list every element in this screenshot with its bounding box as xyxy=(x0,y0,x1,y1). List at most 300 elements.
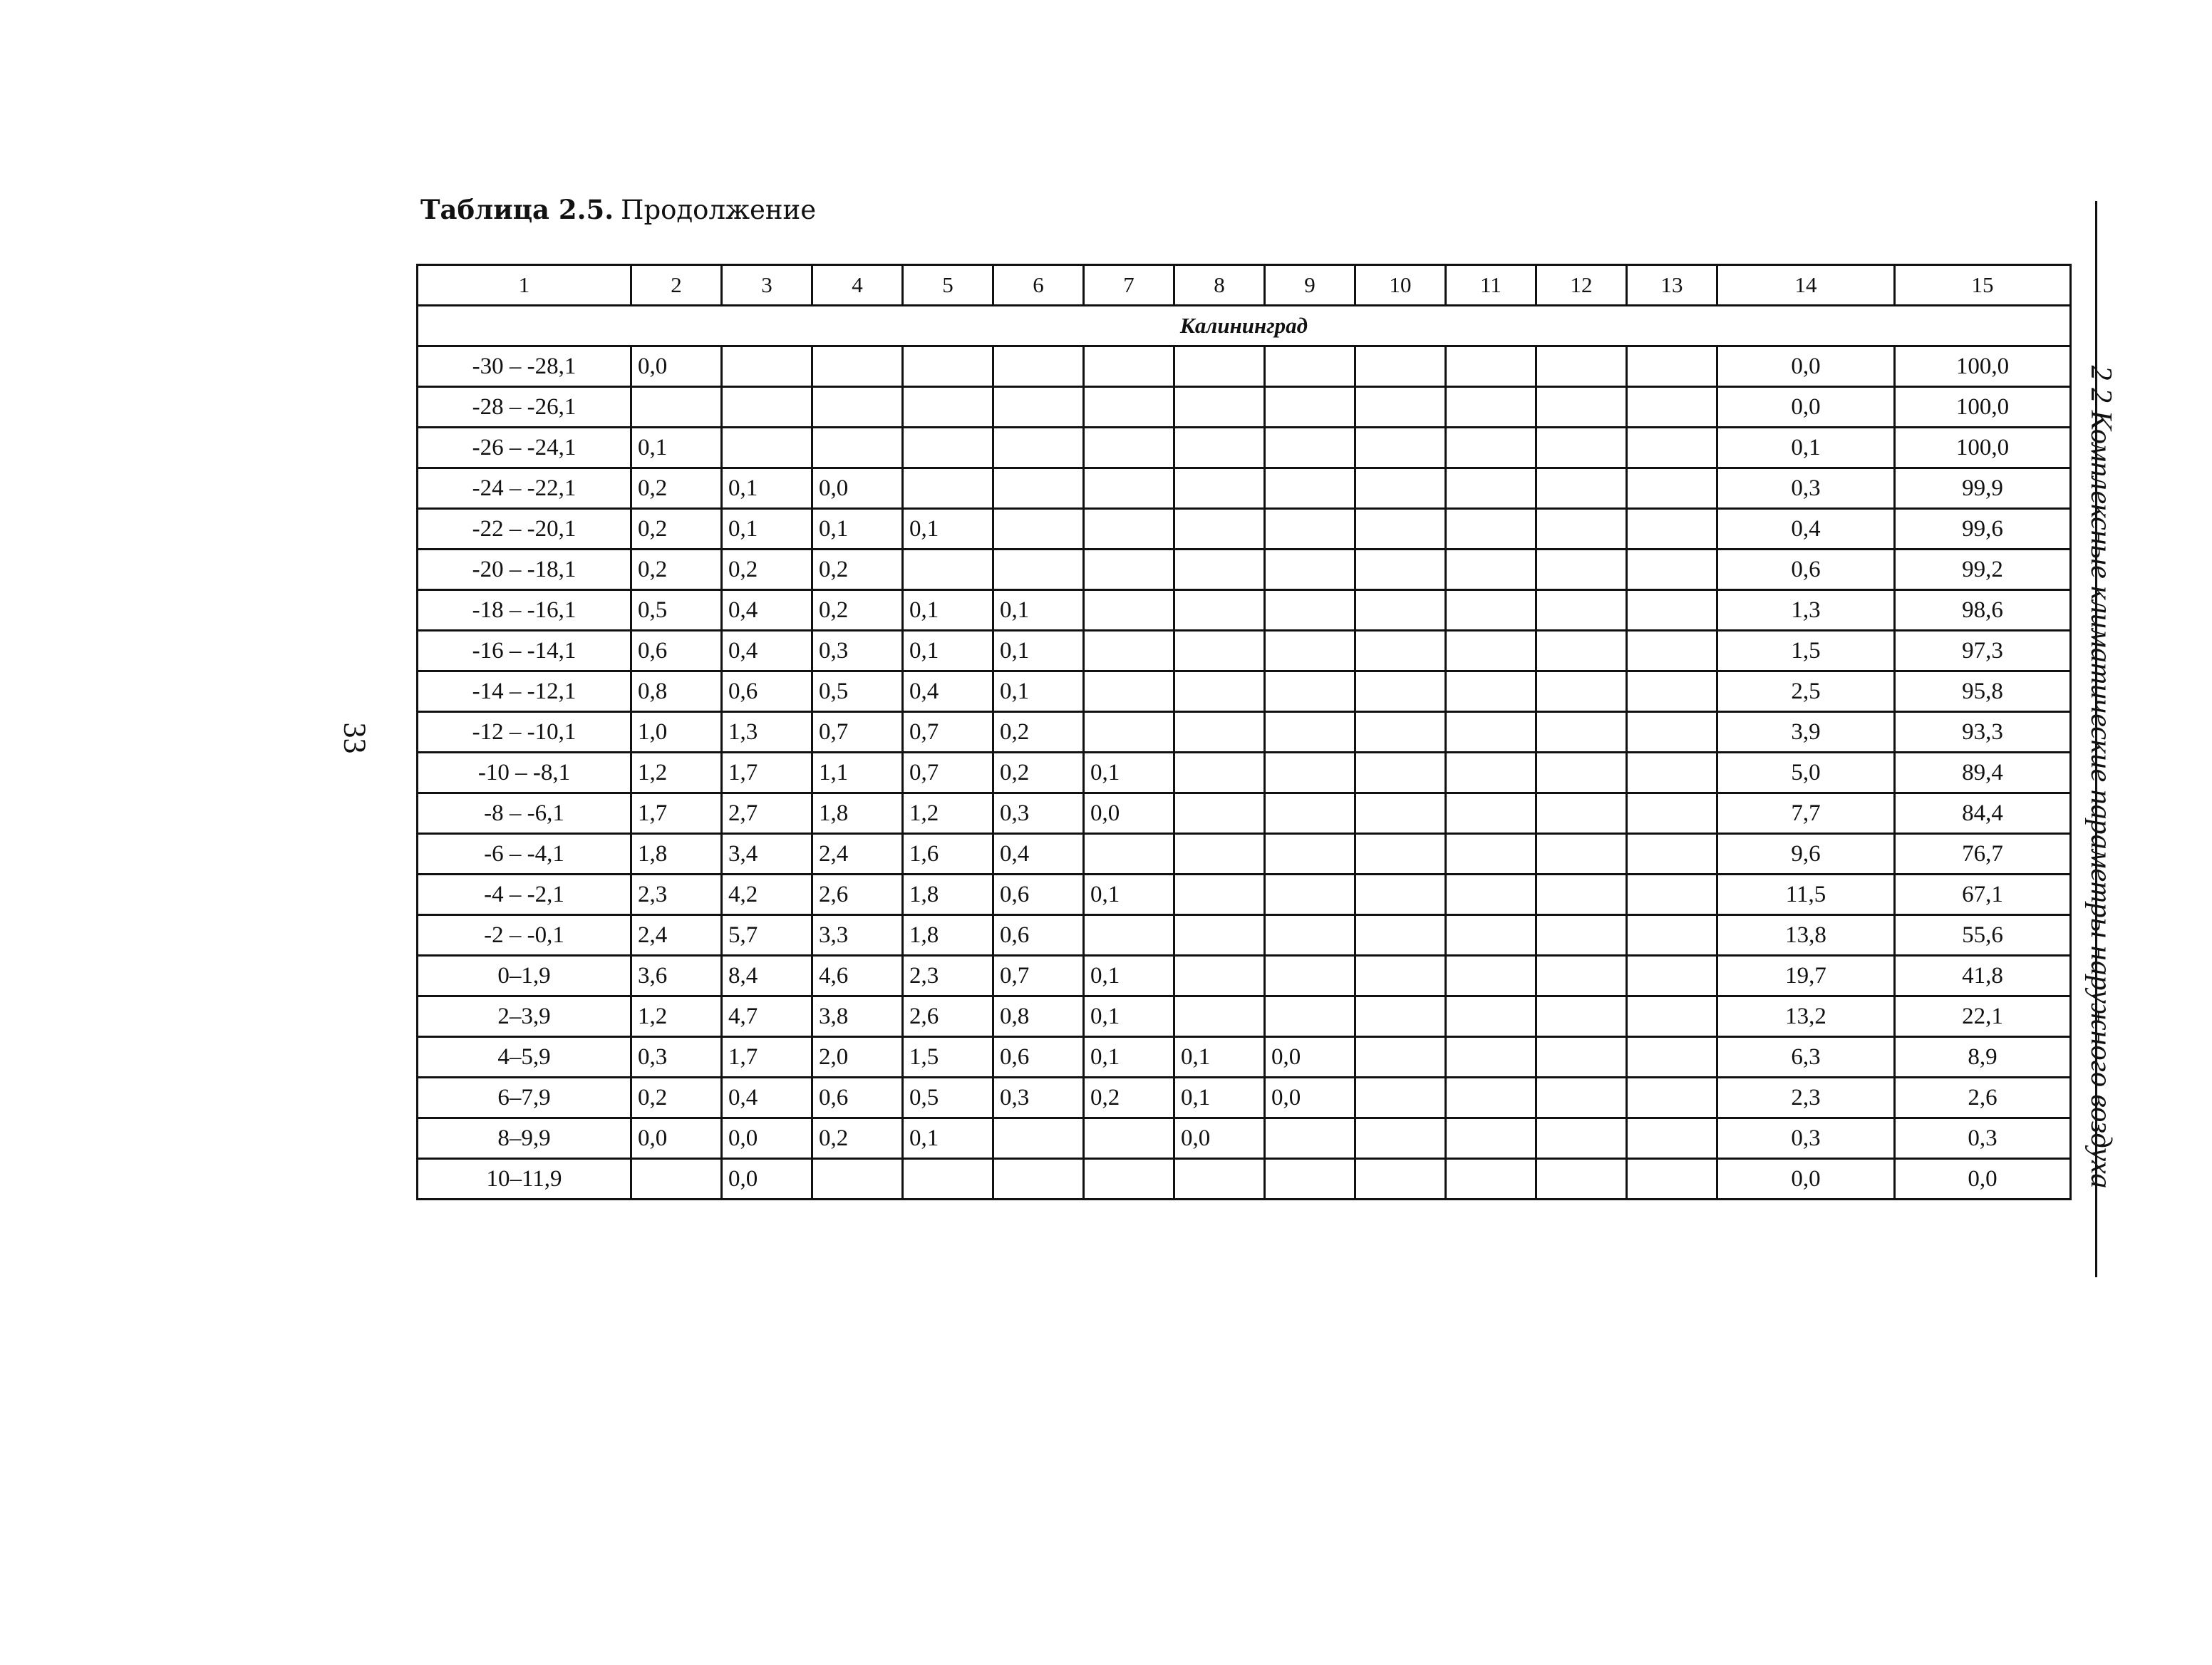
value-cell xyxy=(1536,550,1627,590)
value-cell xyxy=(1536,428,1627,468)
value-cell xyxy=(1265,753,1355,793)
column-header-5: 5 xyxy=(903,265,993,306)
value-cell xyxy=(1446,834,1536,875)
value-cell xyxy=(1355,1078,1446,1118)
value-cell: 0,1 xyxy=(1084,875,1174,915)
data-table xyxy=(416,264,2072,1200)
table-row xyxy=(418,712,2071,753)
value-cell xyxy=(1174,590,1265,631)
value-cell xyxy=(1355,793,1446,834)
value-cell xyxy=(1355,915,1446,956)
value-cell xyxy=(1355,996,1446,1037)
value-cell xyxy=(1355,834,1446,875)
value-cell xyxy=(1627,996,1717,1037)
value-cell: 0,0 xyxy=(812,468,903,509)
table-row xyxy=(418,550,2071,590)
city-name: Калининград xyxy=(418,306,2071,346)
value-cell xyxy=(1265,793,1355,834)
value-cell: 0,1 xyxy=(722,468,812,509)
temperature-range-cell: 2–3,9 xyxy=(418,996,631,1037)
value-cell xyxy=(1627,1118,1717,1159)
temperature-range-cell: -2 – -0,1 xyxy=(418,915,631,956)
temperature-range-cell: -18 – -16,1 xyxy=(418,590,631,631)
value-cell xyxy=(1355,1118,1446,1159)
cumulative-cell: 2,6 xyxy=(1895,1078,2071,1118)
value-cell: 1,1 xyxy=(812,753,903,793)
value-cell xyxy=(1536,387,1627,428)
value-cell: 1,7 xyxy=(722,753,812,793)
value-cell: 0,7 xyxy=(993,956,1084,996)
table-row xyxy=(418,387,2071,428)
total-cell: 0,6 xyxy=(1717,550,1895,590)
value-cell xyxy=(1446,793,1536,834)
value-cell xyxy=(1627,753,1717,793)
value-cell xyxy=(1355,1037,1446,1078)
value-cell xyxy=(1446,428,1536,468)
value-cell: 3,6 xyxy=(631,956,722,996)
value-cell xyxy=(1265,468,1355,509)
value-cell xyxy=(1265,1159,1355,1200)
value-cell xyxy=(1446,956,1536,996)
value-cell xyxy=(1174,671,1265,712)
column-header-12: 12 xyxy=(1536,265,1627,306)
value-cell xyxy=(1084,387,1174,428)
value-cell xyxy=(993,509,1084,550)
value-cell xyxy=(1174,1159,1265,1200)
value-cell: 0,8 xyxy=(631,671,722,712)
value-cell xyxy=(1355,468,1446,509)
value-cell xyxy=(1084,631,1174,671)
value-cell: 2,7 xyxy=(722,793,812,834)
total-cell: 2,3 xyxy=(1717,1078,1895,1118)
value-cell xyxy=(1265,956,1355,996)
table-row xyxy=(418,346,2071,387)
value-cell xyxy=(1627,428,1717,468)
table-row xyxy=(418,956,2071,996)
value-cell: 0,2 xyxy=(812,550,903,590)
value-cell xyxy=(1536,468,1627,509)
value-cell xyxy=(1174,509,1265,550)
cumulative-cell: 95,8 xyxy=(1895,671,2071,712)
cumulative-cell: 93,3 xyxy=(1895,712,2071,753)
value-cell xyxy=(1446,590,1536,631)
cumulative-cell: 100,0 xyxy=(1895,428,2071,468)
value-cell: 0,2 xyxy=(993,753,1084,793)
value-cell xyxy=(1265,712,1355,753)
value-cell xyxy=(1446,671,1536,712)
value-cell xyxy=(1536,671,1627,712)
temperature-range-cell: 6–7,9 xyxy=(418,1078,631,1118)
value-cell xyxy=(1174,875,1265,915)
temperature-range-cell: -16 – -14,1 xyxy=(418,631,631,671)
value-cell xyxy=(1355,875,1446,915)
value-cell xyxy=(1265,387,1355,428)
value-cell: 0,1 xyxy=(1084,753,1174,793)
total-cell: 3,9 xyxy=(1717,712,1895,753)
value-cell: 1,5 xyxy=(903,1037,993,1078)
value-cell: 3,8 xyxy=(812,996,903,1037)
table-row xyxy=(418,875,2071,915)
temperature-range-cell: -28 – -26,1 xyxy=(418,387,631,428)
value-cell xyxy=(1446,875,1536,915)
value-cell: 0,7 xyxy=(903,712,993,753)
value-cell xyxy=(1265,834,1355,875)
value-cell xyxy=(1174,915,1265,956)
temperature-range-cell: 10–11,9 xyxy=(418,1159,631,1200)
value-cell xyxy=(1627,387,1717,428)
value-cell: 3,3 xyxy=(812,915,903,956)
value-cell xyxy=(1084,671,1174,712)
value-cell xyxy=(1084,590,1174,631)
value-cell xyxy=(1627,468,1717,509)
value-cell: 0,3 xyxy=(993,793,1084,834)
value-cell xyxy=(1536,834,1627,875)
value-cell: 2,3 xyxy=(903,956,993,996)
value-cell: 4,6 xyxy=(812,956,903,996)
total-cell: 13,8 xyxy=(1717,915,1895,956)
value-cell xyxy=(1627,1078,1717,1118)
value-cell: 0,5 xyxy=(903,1078,993,1118)
total-cell: 13,2 xyxy=(1717,996,1895,1037)
cumulative-cell: 100,0 xyxy=(1895,346,2071,387)
table-row xyxy=(418,671,2071,712)
value-cell xyxy=(1355,956,1446,996)
value-cell xyxy=(1536,753,1627,793)
temperature-range-cell: -8 – -6,1 xyxy=(418,793,631,834)
total-cell: 0,3 xyxy=(1717,468,1895,509)
value-cell xyxy=(1355,387,1446,428)
total-cell: 0,1 xyxy=(1717,428,1895,468)
value-cell: 0,1 xyxy=(1174,1078,1265,1118)
value-cell: 8,4 xyxy=(722,956,812,996)
value-cell: 0,1 xyxy=(722,509,812,550)
value-cell xyxy=(1265,671,1355,712)
value-cell: 0,0 xyxy=(1084,793,1174,834)
column-header-13: 13 xyxy=(1627,265,1717,306)
value-cell xyxy=(1446,1118,1536,1159)
value-cell xyxy=(1627,509,1717,550)
value-cell: 0,7 xyxy=(812,712,903,753)
value-cell xyxy=(722,387,812,428)
value-cell: 0,3 xyxy=(993,1078,1084,1118)
city-row xyxy=(418,306,2071,346)
value-cell xyxy=(1265,509,1355,550)
value-cell: 0,7 xyxy=(903,753,993,793)
value-cell xyxy=(812,346,903,387)
total-cell: 5,0 xyxy=(1717,753,1895,793)
value-cell xyxy=(1446,753,1536,793)
table-row xyxy=(418,1078,2071,1118)
value-cell: 0,6 xyxy=(812,1078,903,1118)
value-cell xyxy=(1536,509,1627,550)
running-title: 2 2 Комплексные климатические параметры наружного воздуха xyxy=(2084,365,2117,1189)
value-cell xyxy=(1174,428,1265,468)
value-cell: 0,2 xyxy=(631,468,722,509)
value-cell xyxy=(1627,915,1717,956)
temperature-range-cell: -14 – -12,1 xyxy=(418,671,631,712)
value-cell xyxy=(1265,631,1355,671)
value-cell xyxy=(1536,346,1627,387)
cumulative-cell: 0,0 xyxy=(1895,1159,2071,1200)
value-cell xyxy=(1536,875,1627,915)
value-cell xyxy=(1265,346,1355,387)
value-cell xyxy=(1536,956,1627,996)
cumulative-cell: 0,3 xyxy=(1895,1118,2071,1159)
value-cell: 0,6 xyxy=(993,875,1084,915)
value-cell xyxy=(903,387,993,428)
value-cell xyxy=(1355,509,1446,550)
total-cell: 0,0 xyxy=(1717,1159,1895,1200)
value-cell xyxy=(1536,915,1627,956)
value-cell: 0,2 xyxy=(631,509,722,550)
temperature-range-cell: -10 – -8,1 xyxy=(418,753,631,793)
page-number: 33 xyxy=(337,722,373,754)
value-cell xyxy=(1536,1159,1627,1200)
value-cell xyxy=(1446,712,1536,753)
temperature-range-cell: 4–5,9 xyxy=(418,1037,631,1078)
value-cell xyxy=(1627,550,1717,590)
value-cell: 0,2 xyxy=(631,550,722,590)
value-cell xyxy=(1627,671,1717,712)
value-cell xyxy=(903,346,993,387)
value-cell xyxy=(903,1159,993,1200)
value-cell: 0,1 xyxy=(631,428,722,468)
cumulative-cell: 98,6 xyxy=(1895,590,2071,631)
temperature-range-cell: -22 – -20,1 xyxy=(418,509,631,550)
value-cell: 2,6 xyxy=(903,996,993,1037)
value-cell: 1,2 xyxy=(903,793,993,834)
value-cell xyxy=(1084,346,1174,387)
value-cell: 0,4 xyxy=(722,590,812,631)
value-cell: 4,2 xyxy=(722,875,812,915)
table-row xyxy=(418,468,2071,509)
value-cell xyxy=(631,387,722,428)
value-cell xyxy=(1446,387,1536,428)
cumulative-cell: 99,2 xyxy=(1895,550,2071,590)
value-cell: 0,6 xyxy=(993,1037,1084,1078)
value-cell xyxy=(1355,1159,1446,1200)
value-cell xyxy=(812,387,903,428)
value-cell: 0,1 xyxy=(903,509,993,550)
column-header-14: 14 xyxy=(1717,265,1895,306)
value-cell xyxy=(1174,753,1265,793)
value-cell xyxy=(1174,956,1265,996)
cumulative-cell: 99,9 xyxy=(1895,468,2071,509)
table-row xyxy=(418,753,2071,793)
value-cell xyxy=(1174,387,1265,428)
value-cell xyxy=(1446,346,1536,387)
temperature-range-cell: -20 – -18,1 xyxy=(418,550,631,590)
table-body xyxy=(418,265,2071,1200)
value-cell: 1,8 xyxy=(903,875,993,915)
value-cell: 0,2 xyxy=(812,1118,903,1159)
value-cell: 1,8 xyxy=(812,793,903,834)
value-cell: 0,5 xyxy=(812,671,903,712)
value-cell xyxy=(993,387,1084,428)
value-cell: 0,1 xyxy=(1084,1037,1174,1078)
cumulative-cell: 100,0 xyxy=(1895,387,2071,428)
value-cell xyxy=(1084,428,1174,468)
temperature-range-cell: -6 – -4,1 xyxy=(418,834,631,875)
value-cell xyxy=(1084,1159,1174,1200)
value-cell xyxy=(1536,1118,1627,1159)
value-cell xyxy=(812,428,903,468)
column-header-15: 15 xyxy=(1895,265,2071,306)
value-cell xyxy=(1355,631,1446,671)
column-header-9: 9 xyxy=(1265,265,1355,306)
value-cell xyxy=(903,550,993,590)
cumulative-cell: 99,6 xyxy=(1895,509,2071,550)
value-cell: 0,4 xyxy=(722,1078,812,1118)
value-cell xyxy=(1536,631,1627,671)
total-cell: 1,5 xyxy=(1717,631,1895,671)
value-cell: 0,6 xyxy=(993,915,1084,956)
value-cell: 0,2 xyxy=(1084,1078,1174,1118)
value-cell xyxy=(1084,834,1174,875)
value-cell: 2,4 xyxy=(631,915,722,956)
value-cell xyxy=(1355,590,1446,631)
value-cell xyxy=(1536,590,1627,631)
value-cell xyxy=(1627,875,1717,915)
column-header-3: 3 xyxy=(722,265,812,306)
value-cell xyxy=(1355,550,1446,590)
table-row xyxy=(418,793,2071,834)
table-row xyxy=(418,428,2071,468)
value-cell: 0,0 xyxy=(722,1159,812,1200)
value-cell: 3,4 xyxy=(722,834,812,875)
value-cell: 0,1 xyxy=(903,1118,993,1159)
total-cell: 0,0 xyxy=(1717,346,1895,387)
total-cell: 7,7 xyxy=(1717,793,1895,834)
cumulative-cell: 41,8 xyxy=(1895,956,2071,996)
value-cell: 1,8 xyxy=(631,834,722,875)
value-cell: 0,6 xyxy=(631,631,722,671)
value-cell xyxy=(1355,753,1446,793)
value-cell xyxy=(1355,671,1446,712)
cumulative-cell: 8,9 xyxy=(1895,1037,2071,1078)
value-cell xyxy=(1446,1078,1536,1118)
value-cell xyxy=(993,428,1084,468)
total-cell: 0,0 xyxy=(1717,387,1895,428)
value-cell xyxy=(1446,509,1536,550)
column-header-4: 4 xyxy=(812,265,903,306)
value-cell xyxy=(993,346,1084,387)
value-cell: 1,6 xyxy=(903,834,993,875)
value-cell xyxy=(1174,793,1265,834)
value-cell xyxy=(993,550,1084,590)
value-cell xyxy=(1627,712,1717,753)
value-cell: 0,1 xyxy=(812,509,903,550)
value-cell: 0,2 xyxy=(993,712,1084,753)
value-cell: 0,6 xyxy=(722,671,812,712)
value-cell: 0,1 xyxy=(993,671,1084,712)
value-cell: 0,0 xyxy=(1265,1037,1355,1078)
value-cell xyxy=(1084,468,1174,509)
value-cell xyxy=(1084,550,1174,590)
table-row xyxy=(418,996,2071,1037)
cumulative-cell: 67,1 xyxy=(1895,875,2071,915)
value-cell: 0,0 xyxy=(631,346,722,387)
value-cell xyxy=(1355,712,1446,753)
temperature-range-cell: -30 – -28,1 xyxy=(418,346,631,387)
column-header-10: 10 xyxy=(1355,265,1446,306)
value-cell xyxy=(1627,590,1717,631)
column-header-6: 6 xyxy=(993,265,1084,306)
total-cell: 19,7 xyxy=(1717,956,1895,996)
value-cell: 0,5 xyxy=(631,590,722,631)
total-cell: 6,3 xyxy=(1717,1037,1895,1078)
total-cell: 11,5 xyxy=(1717,875,1895,915)
value-cell xyxy=(1084,915,1174,956)
total-cell: 0,4 xyxy=(1717,509,1895,550)
value-cell xyxy=(1446,1159,1536,1200)
total-cell: 1,3 xyxy=(1717,590,1895,631)
header-row xyxy=(418,265,2071,306)
value-cell xyxy=(812,1159,903,1200)
value-cell: 0,1 xyxy=(1084,996,1174,1037)
value-cell: 1,7 xyxy=(722,1037,812,1078)
value-cell: 1,2 xyxy=(631,996,722,1037)
cumulative-cell: 84,4 xyxy=(1895,793,2071,834)
value-cell xyxy=(1174,996,1265,1037)
value-cell: 0,1 xyxy=(903,631,993,671)
temperature-range-cell: -12 – -10,1 xyxy=(418,712,631,753)
value-cell: 0,1 xyxy=(1084,956,1174,996)
table-row xyxy=(418,590,2071,631)
value-cell xyxy=(1446,550,1536,590)
value-cell: 0,4 xyxy=(903,671,993,712)
table-row xyxy=(418,1159,2071,1200)
column-header-1: 1 xyxy=(418,265,631,306)
value-cell xyxy=(1536,996,1627,1037)
temperature-range-cell: -26 – -24,1 xyxy=(418,428,631,468)
table-row xyxy=(418,834,2071,875)
value-cell xyxy=(1446,1037,1536,1078)
table-caption-label: Таблица 2.5. xyxy=(420,194,614,225)
value-cell: 1,7 xyxy=(631,793,722,834)
value-cell xyxy=(631,1159,722,1200)
value-cell: 1,0 xyxy=(631,712,722,753)
value-cell xyxy=(1627,1037,1717,1078)
value-cell: 2,6 xyxy=(812,875,903,915)
value-cell: 0,4 xyxy=(722,631,812,671)
value-cell: 1,3 xyxy=(722,712,812,753)
value-cell: 2,0 xyxy=(812,1037,903,1078)
table-row xyxy=(418,509,2071,550)
value-cell xyxy=(1265,550,1355,590)
column-header-8: 8 xyxy=(1174,265,1265,306)
value-cell: 0,2 xyxy=(722,550,812,590)
value-cell xyxy=(1174,346,1265,387)
value-cell xyxy=(993,1118,1084,1159)
column-header-7: 7 xyxy=(1084,265,1174,306)
value-cell xyxy=(1627,834,1717,875)
value-cell xyxy=(1446,468,1536,509)
value-cell: 0,8 xyxy=(993,996,1084,1037)
value-cell xyxy=(1084,1118,1174,1159)
value-cell: 0,4 xyxy=(993,834,1084,875)
value-cell xyxy=(1174,468,1265,509)
value-cell xyxy=(1265,915,1355,956)
value-cell: 0,2 xyxy=(631,1078,722,1118)
cumulative-cell: 89,4 xyxy=(1895,753,2071,793)
table-row xyxy=(418,1037,2071,1078)
value-cell: 1,2 xyxy=(631,753,722,793)
value-cell: 4,7 xyxy=(722,996,812,1037)
total-cell: 9,6 xyxy=(1717,834,1895,875)
value-cell: 5,7 xyxy=(722,915,812,956)
value-cell xyxy=(1627,346,1717,387)
